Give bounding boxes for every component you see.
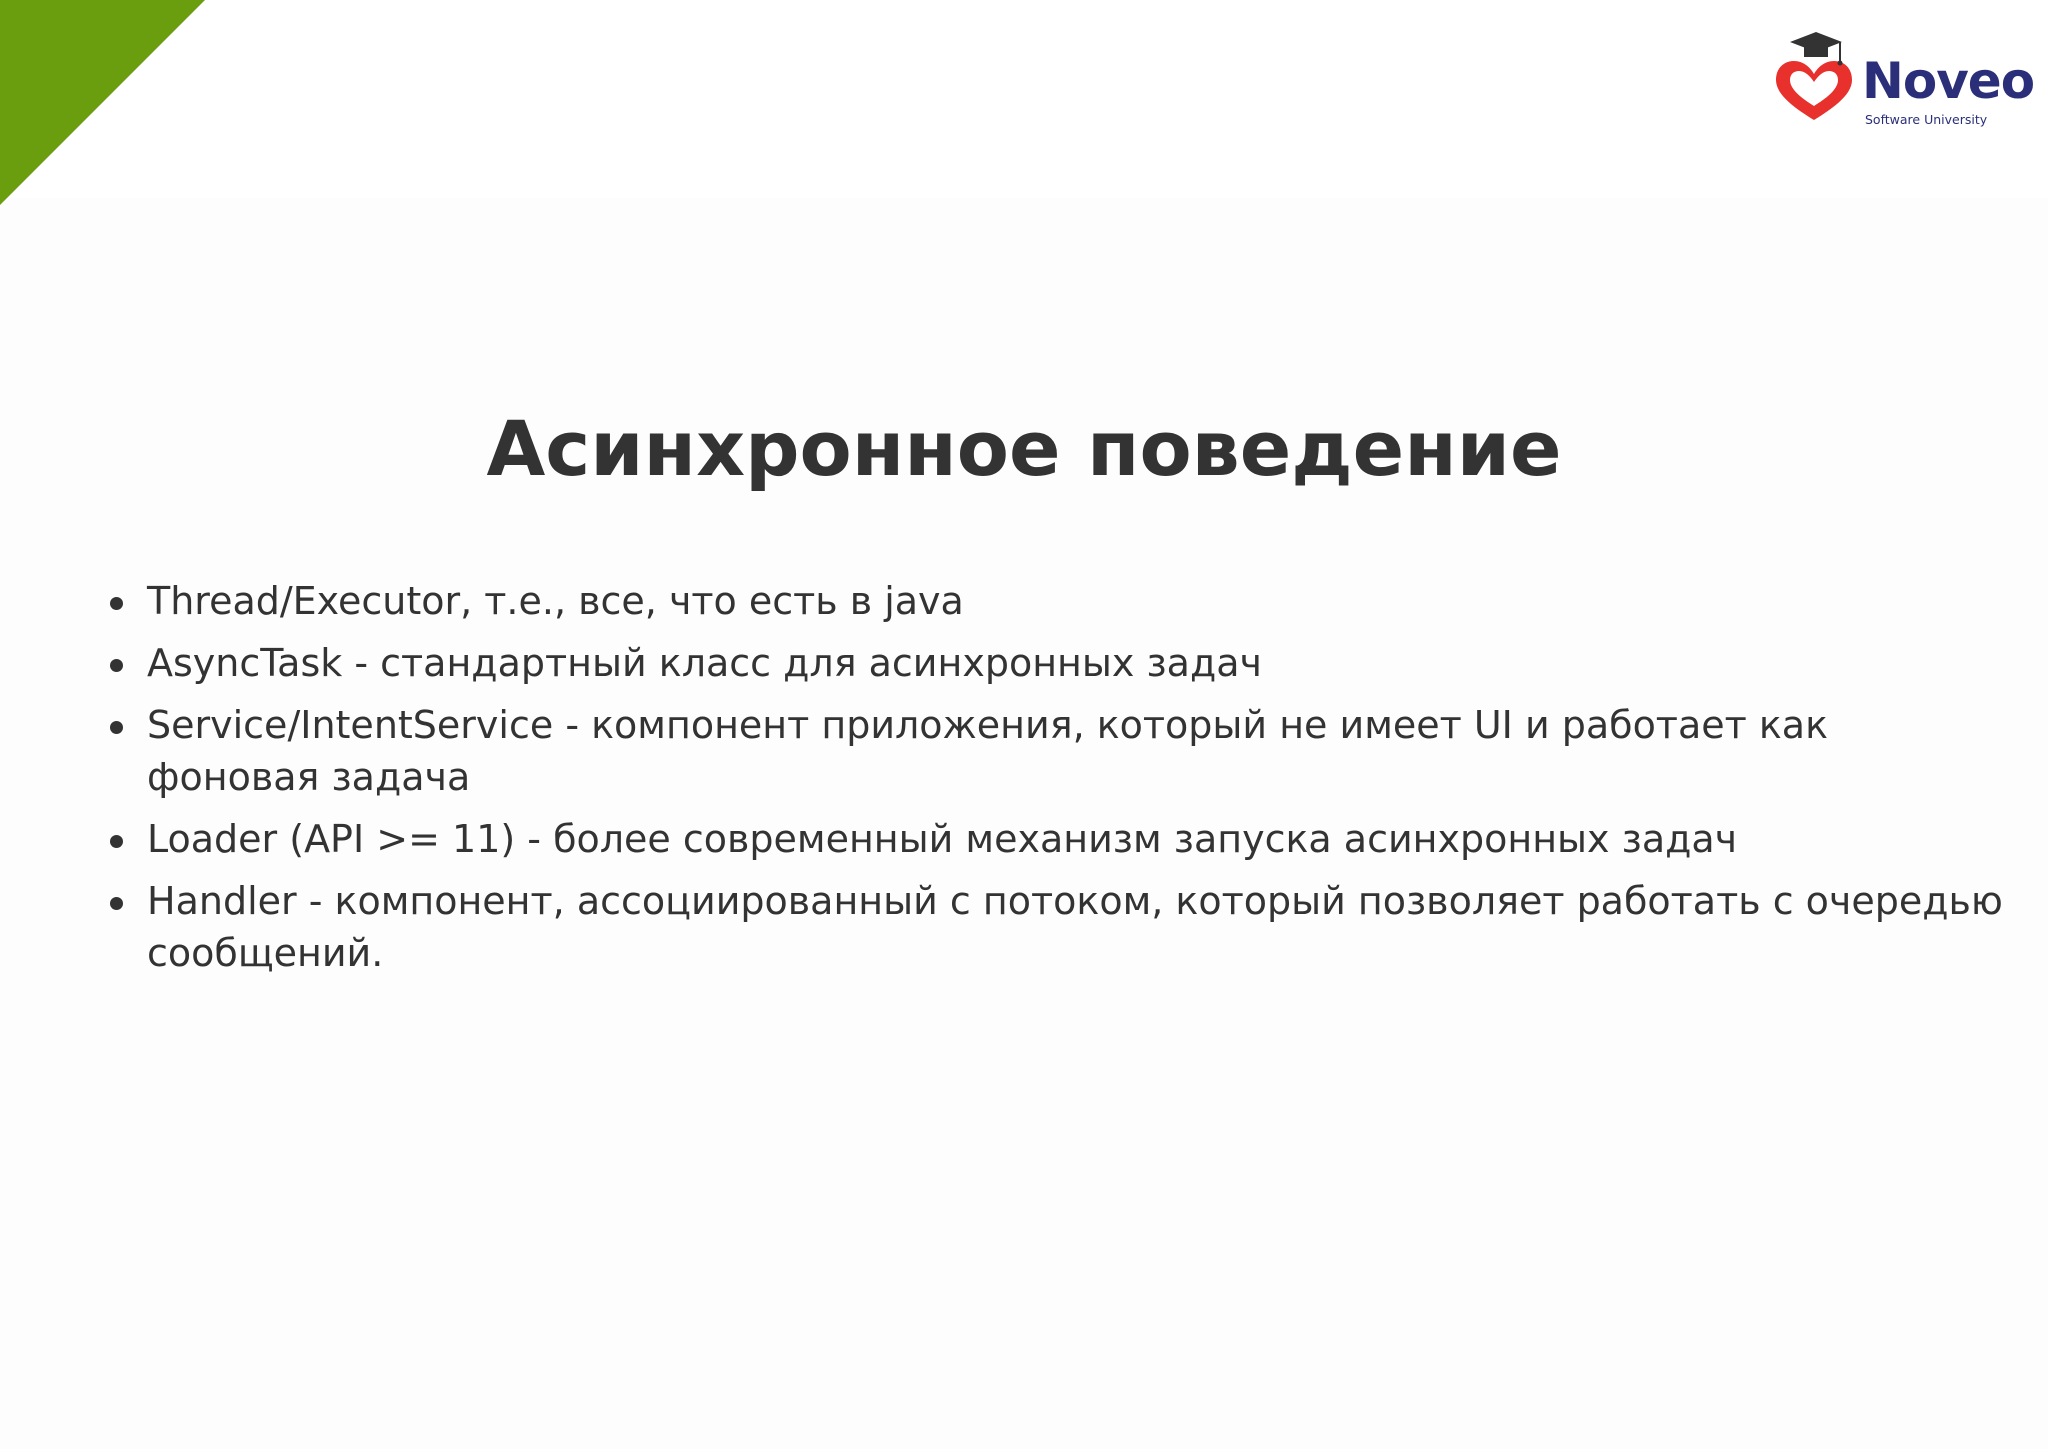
bullet-item: [110, 575, 2010, 627]
logo-wordmark: Noveo: [1862, 52, 2035, 110]
noveo-logo: [1770, 30, 2035, 140]
bullet-dot: [110, 835, 123, 848]
graduation-cap-heart-icon: [1770, 30, 1860, 130]
bullet-text: Loader (API >= 11) - более современный механизм запуска асинхронных задач: [147, 817, 1738, 861]
bullet-dot: [110, 597, 123, 610]
bullet-text: Service/IntentService - компонент приложения, который не имеет UI и работает как фоновая задача: [147, 703, 1829, 799]
bullet-dot: [110, 659, 123, 672]
bullet-item: [110, 637, 2010, 689]
bullet-item: [110, 813, 2010, 865]
bullet-item: [110, 699, 2010, 803]
bullet-dot: [110, 897, 123, 910]
corner-triangle: [0, 0, 205, 205]
bullet-text: Handler - компонент, ассоциированный с потоком, который позволяет работать с очередью сообщений.: [147, 879, 2003, 975]
bullet-text: Thread/Executor, т.е., все, что есть в java: [147, 579, 964, 623]
logo-tagline: Software University: [1865, 112, 1988, 127]
header-band: [0, 0, 2048, 198]
bullet-list: [110, 575, 2010, 989]
bullet-dot: [110, 721, 123, 734]
bullet-text: AsyncTask - стандартный класс для асинхронных задач: [147, 641, 1262, 685]
bullet-item: [110, 875, 2010, 979]
slide-title: Асинхронное поведение: [486, 404, 1562, 493]
